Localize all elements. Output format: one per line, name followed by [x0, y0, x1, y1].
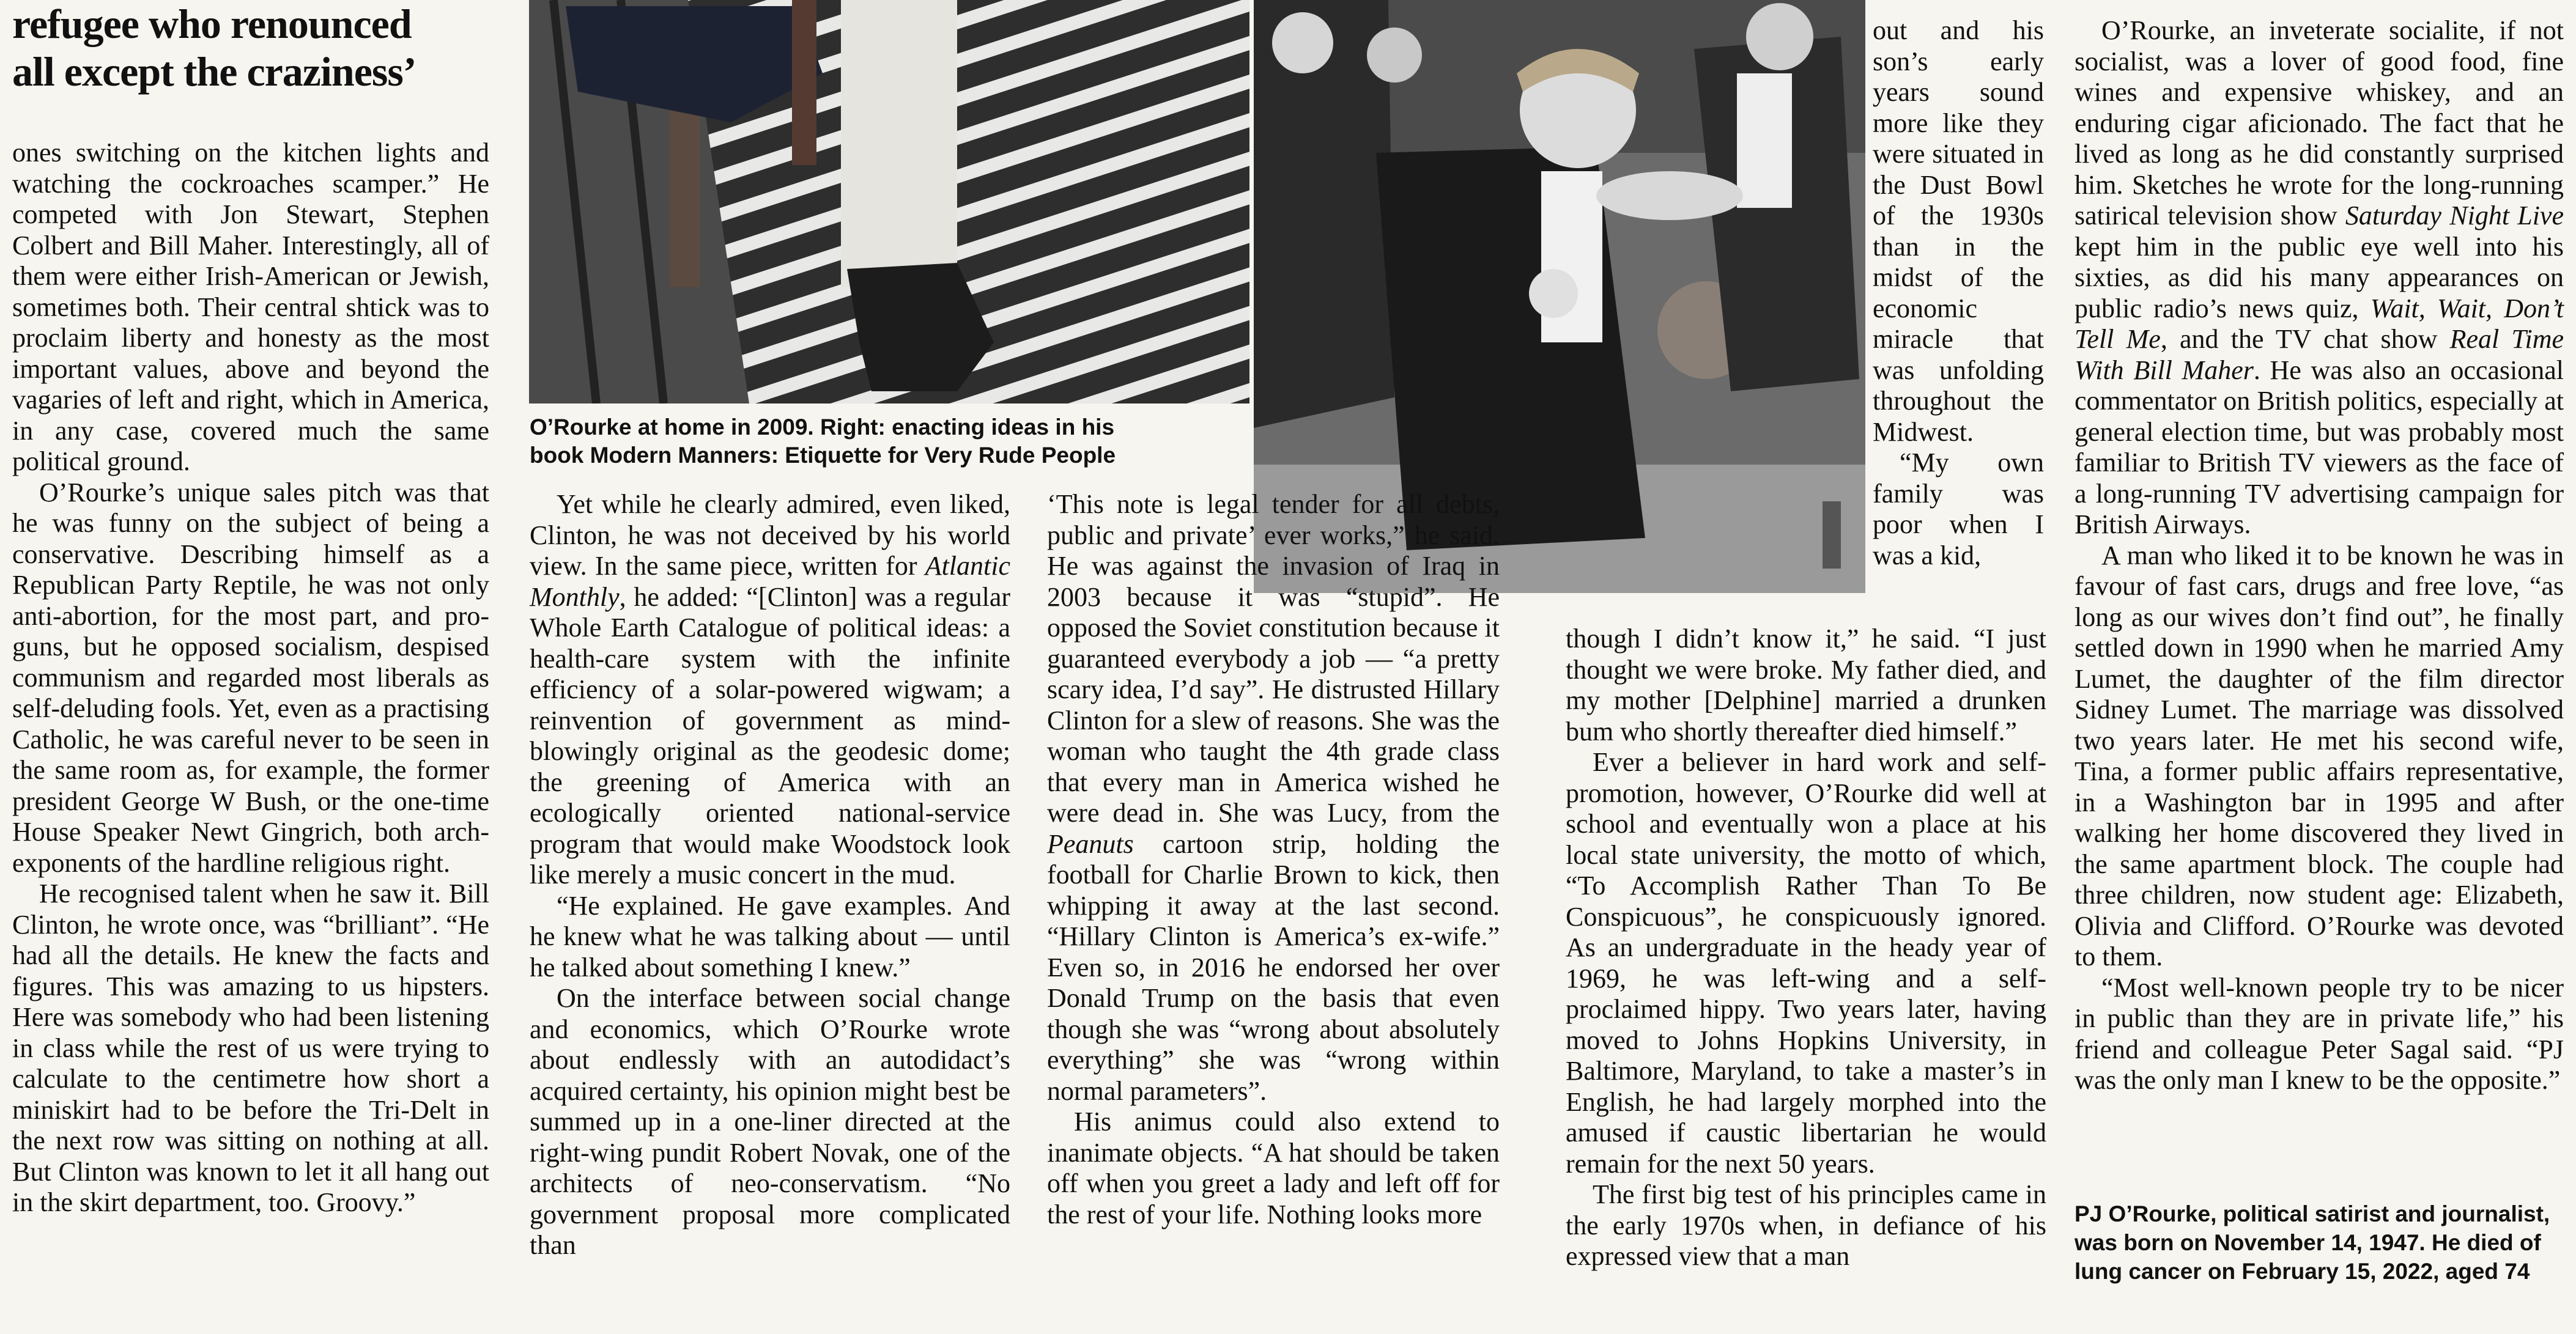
paragraph: On the interface between social change and economics, which O’Rourke wrote about endlessly with an autodidact’s acquired certainty, his opinion might best be summed up in a one-liner directed at the right-wing pundit Robert Novak, one of the architects of neo-conservatism. “No government proposal more complicated than — [530, 983, 1010, 1260]
comic-name: Peanuts — [1047, 828, 1134, 859]
headline-line-2: all except the craziness’ — [12, 48, 416, 95]
biography-note: PJ O’Rourke, political satirist and journalist, was born on November 14, 1947. He died of lung cancer on February 15, 2022, aged 74 — [2074, 1201, 2550, 1284]
text-run: O’Rourke, an inveterate socialite, if not socialist, was a lover of good food, fine wines and expensive whiskey, and an enduring cigar aficionado. The fact that he lived as long as he did constantly surprised him. Sketches he wrote for the long-running satirical television show — [2074, 15, 2564, 230]
paragraph: “Most well-known people try to be nicer in public than they are in private life,” his friend and colleague Peter Sagal said. “PJ was the only man I knew to be the opposite.” — [2074, 972, 2564, 1095]
text-run: . He was also an occasional commentator on British politics, especially at general election time, but was probably most familiar to British TV viewers as the face of a long-running TV advertising campaign for British Airways. — [2074, 355, 2564, 539]
headline-line-1: refugee who renounced — [12, 1, 412, 47]
column-4-narrow — [1873, 15, 2044, 571]
text-run: ‘This note is legal tender for all debts, public and private’ ever works,” he said. He was against the invasion of Iraq in 2003 because it was “stupid”. He opposed the Soviet constitution because it guaranteed everybody a job — “a pretty scary idea, I’d say”. He distrusted Hillary Clinton for a slew of reasons. She was the woman who taught the 4th grade class that every man in America wished he were dead in. She was Lucy, from the — [1047, 489, 1500, 828]
paragraph — [2074, 15, 2564, 540]
paragraph: out and his son’s early years sound more like they were situated in the Dust Bowl of the 1930s than in the midst of the economic miracle that was unfolding throughout the Midwest. — [1873, 15, 2044, 447]
show-name: Saturday Night Live — [2345, 201, 2564, 230]
show-name: Wait, Wait, Don’t Tell Me — [2074, 293, 2564, 354]
headline — [12, 0, 526, 95]
paragraph: His animus could also extend to inanimate objects. “A hat should be taken off when you greet a lady and left off for the rest of your life. Nothing looks more — [1047, 1107, 1500, 1229]
text-run: , he added: “[Clinton] was a regular Whole Earth Catalogue of political ideas: a health-care system with the infinite efficiency of a solar-powered wigwam; a reinvention of government as mind-blowingly original as the geodesic dome; the greening of America with an ecologically oriented national-service program that would make Woodstock look like merely a music concert in the mud. — [530, 581, 1010, 890]
show-name: Real Time With Bill Maher — [2074, 324, 2564, 385]
publication-name: Atlantic Monthly — [530, 551, 1010, 612]
column-1 — [12, 138, 489, 1218]
caption-line-1: O’Rourke at home in 2009. Right: enacting ideas in his — [530, 415, 1115, 440]
text-run: kept him in the public eye well into his sixties, as did his many appearances on public radio’s news quiz, — [2074, 231, 2564, 323]
text-run: , and the TV chat show — [2160, 324, 2450, 354]
paragraph — [530, 489, 1010, 891]
paragraph: The first big test of his principles came in the early 1970s when, in defiance of his expressed view that a man — [1566, 1179, 2046, 1271]
caption-line-2: book Modern Manners: Etiquette for Very Rude People — [530, 443, 1116, 468]
column-4 — [1566, 624, 2046, 1272]
paragraph: though I didn’t know it,” he said. “I just thought we were broke. My father died, and my mother [Delphine] married a drunken bum who shortly thereafter died himself.” — [1566, 624, 2046, 746]
column-3 — [1047, 489, 1500, 1230]
paragraph: O’Rourke’s unique sales pitch was that he was funny on the subject of being a conservative. Describing himself as a Republican Party Reptile, he was not only anti-abortion, for the most part, and pro-guns, but he opposed socialism, despised communism and regarded most liberals as self-deluding fools. Yet, even as a practising Catholic, he was careful never to be seen in the same room as, for example, the former president George W Bush, or the one-time House Speaker Newt Gingrich, both arch-exponents of the hardline religious right. — [12, 477, 489, 878]
porch-photo-illustration — [529, 0, 1249, 404]
paragraph: Ever a believer in hard work and self-promotion, however, O’Rourke did well at school and eventually won a place at his local state university, the motto of which, “To Accomplish Rather Than To Be Conspicuous”, he conspicuously ignored. As an undergraduate in the heady year of 1969, he was left-wing and a self-proclaimed hippy. Two years later, having moved to Johns Hopkins University, in Baltimore, Maryland, to take a master’s in English, he had largely morphed into the amused if caustic libertarian he would remain for the next 50 years. — [1566, 747, 2046, 1179]
column-5 — [2074, 15, 2564, 1096]
paragraph: ones switching on the kitchen lights and watching the cockroaches scamper.” He competed with Jon Stewart, Stephen Colbert and Bill Maher. Interestingly, all of them were either Irish-American or Jewish, sometimes both. Their central shtick was to proclaim liberty and honesty as the most important values, above and beyond the vagaries of left and right, which in America, in any case, covered much the same political ground. — [12, 138, 489, 476]
paragraph: “He explained. He gave examples. And he knew what he was talking about — until he talked about something I knew.” — [530, 890, 1010, 982]
text-run: Yet while he clearly admired, even liked, Clinton, he was not deceived by his world view. In the same piece, written for — [530, 489, 1010, 581]
paragraph: “My own family was poor when I was a kid, — [1873, 448, 2044, 570]
paragraph: He recognised talent when he saw it. Bill Clinton, he wrote once, was “brilliant”. “He had all the details. He knew the facts and figures. This was amazing to us hipsters. Here was somebody who had been listening in class while the rest of us were trying to calculate to the centimetre how short a miniskirt had to be before the Tri-Delt in the next row was sitting on nothing at all. But Clinton was known to let it all hang out in the skirt department, too. Groovy.” — [12, 879, 489, 1217]
paragraph — [1047, 489, 1500, 1107]
paragraph: A man who liked it to be known he was in favour of fast cars, drugs and free love, “as long as our wives don’t find out”, he finally settled down in 1990 when he married Amy Lumet, the daughter of the film director Sidney Lumet. The marriage was dissolved two years later. He met his second wife, Tina, a former public affairs representative, in a Washington bar in 1995 and after walking her home discovered they lived in the same apartment block. The couple had three children, now student age: Elizabeth, Olivia and Clifford. O’Rourke was devoted to them. — [2074, 540, 2564, 971]
photo-orourke-at-home — [529, 0, 1249, 404]
column-2 — [530, 489, 1010, 1261]
text-run: cartoon strip, holding the football for Charlie Brown to kick, then whipping it away at the last second. “Hillary Clinton is America’s ex-wife.” Even so, in 2016 he endorsed her over Donald Trump on the basis that even though she was “wrong about absolutely everything” she was “wrong within normal parameters”. — [1047, 828, 1500, 1106]
photo-caption — [530, 413, 1264, 470]
